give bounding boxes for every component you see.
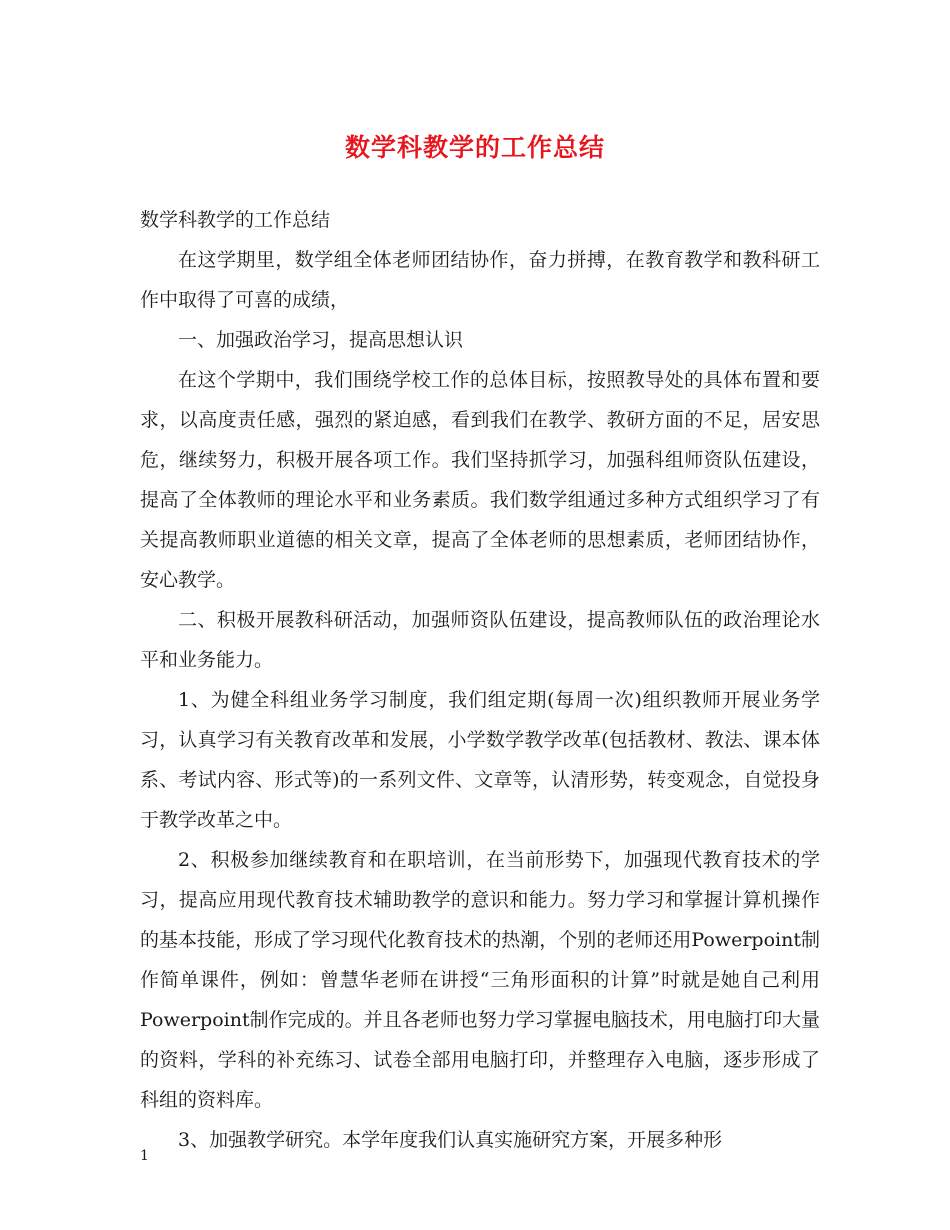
document-body bbox=[140, 200, 820, 1160]
paragraph-item-2: 2、积极参加继续教育和在职培训，在当前形势下，加强现代教育技术的学习，提高应用现代教育技术辅助教学的意识和能力。努力学习和掌握计算机操作的基本技能，形成了学习现代化教育技术的热潮，个别的老师还用Powerpoint制作简单课件，例如：曾慧华老师在讲授“三角形面积的计算”时就是她自己利用Powerpoint制作完成的。并且各老师也努力学习掌握电脑技术，用电脑打印大量的资料，学科的补充练习、试卷全部用电脑打印，并整理存入电脑，逐步形成了科组的资料库。 bbox=[140, 849, 820, 1111]
page-number: 1 bbox=[140, 1148, 149, 1164]
paragraph-item-3: 3、加强教学研究。本学年度我们认真实施研究方案，开展多种形 bbox=[178, 1129, 723, 1151]
document-title: 数学科教学的工作总结 bbox=[344, 133, 605, 162]
section-heading-1: 一、加强政治学习，提高思想认识 bbox=[178, 329, 464, 351]
section-heading-2: 二、积极开展教科研活动，加强师资队伍建设，提高教师队伍的政治理论水平和业务能力。 bbox=[140, 609, 820, 671]
paragraph-heading: 数学科教学的工作总结 bbox=[140, 209, 331, 231]
paragraph-item-1: 1、为健全科组业务学习制度，我们组定期(每周一次)组织教师开展业务学习，认真学习有关教育改革和发展，小学数学教学改革(包括教材、教法、课本体系、考试内容、形式等)的一系列文件、文章等，认清形势，转变观念，自觉投身于教学改革之中。 bbox=[140, 689, 820, 831]
paragraph-section-1: 在这个学期中，我们围绕学校工作的总体目标，按照教导处的具体布置和要求，以高度责任感，强烈的紧迫感，看到我们在教学、教研方面的不足，居安思危，继续努力，积极开展各项工作。我们坚持抓学习，加强科组师资队伍建设，提高了全体教师的理论水平和业务素质。我们数学组通过多种方式组织学习了有关提高教师职业道德的相关文章，提高了全体老师的思想素质，老师团结协作，安心教学。 bbox=[140, 369, 820, 591]
paragraph-intro: 在这学期里，数学组全体老师团结协作，奋力拼搏，在教育教学和教科研工作中取得了可喜的成绩， bbox=[140, 249, 820, 311]
